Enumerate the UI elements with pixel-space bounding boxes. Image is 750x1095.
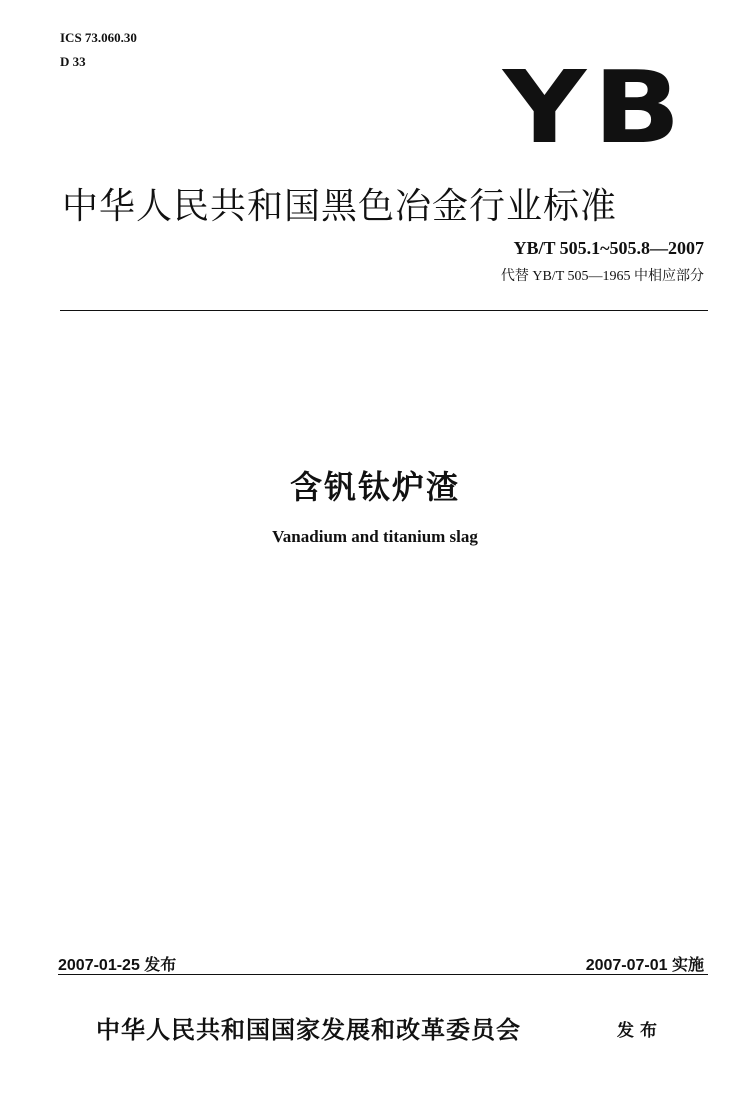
implementation-date: 2007-07-01 实施: [585, 957, 704, 974]
ics-number: ICS 73.060.30: [60, 30, 137, 45]
issue-date: 2007-01-25 发布: [58, 957, 177, 974]
top-divider: [60, 310, 708, 311]
document-title-cn: 含钒钛炉渣: [289, 468, 460, 506]
classification-code: D 33: [60, 54, 86, 69]
replaces-note: 代替 YB/T 505—1965 中相应部分: [500, 269, 704, 284]
publisher-name: 中华人民共和国国家发展和改革委员会: [96, 1015, 521, 1044]
standard-code: YB/T 505.1~505.8—2007: [513, 238, 704, 258]
publish-label: 发布: [617, 1021, 663, 1041]
bottom-divider: [58, 974, 708, 975]
document-title-en: Vanadium and titanium slag: [272, 527, 478, 546]
yb-logo: YB: [503, 49, 688, 166]
standard-title: 中华人民共和国黑色冶金行业标准: [62, 186, 618, 227]
